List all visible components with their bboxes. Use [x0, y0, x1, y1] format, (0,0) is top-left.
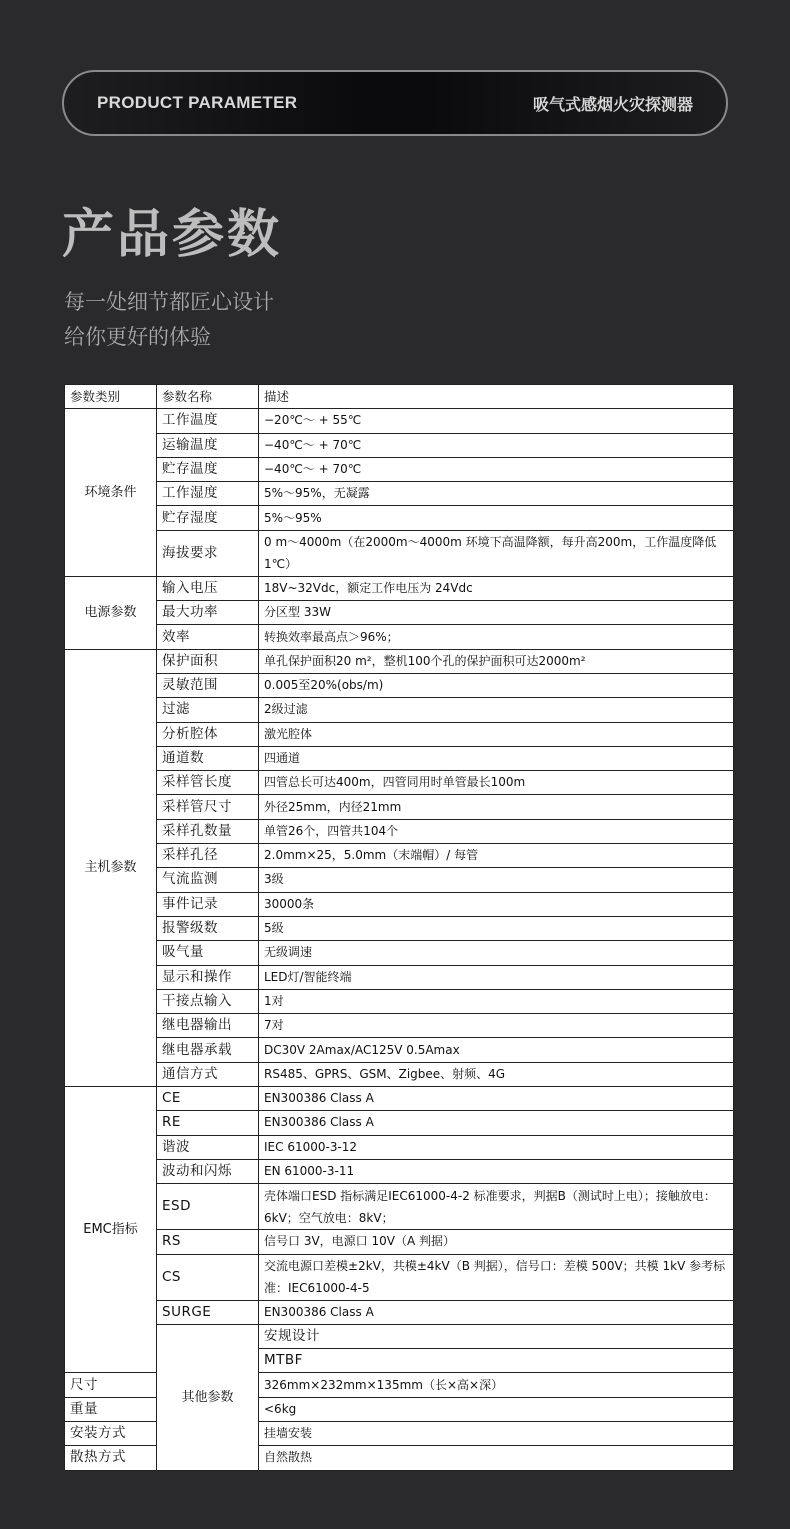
table-row	[65, 1062, 734, 1086]
param-name: 事件记录	[157, 892, 259, 916]
param-name: 散热方式	[65, 1446, 157, 1470]
param-name: 波动和闪烁	[157, 1159, 259, 1183]
param-name: 继电器输出	[157, 1014, 259, 1038]
param-desc: −40℃～ + 70℃	[259, 457, 734, 481]
param-name: 采样孔径	[157, 844, 259, 868]
table-row	[65, 868, 734, 892]
param-name: 气流监测	[157, 868, 259, 892]
table-row	[65, 625, 734, 649]
param-desc: −20℃～ + 55℃	[259, 409, 734, 433]
param-name: 谐波	[157, 1135, 259, 1159]
param-name: 安装方式	[65, 1421, 157, 1445]
category-host: 主机参数	[65, 649, 157, 1086]
table-row	[65, 576, 734, 600]
param-name: 干接点输入	[157, 989, 259, 1013]
param-desc: 挂墙安装	[259, 1421, 734, 1445]
param-desc: IEC 61000-3-12	[259, 1135, 734, 1159]
param-name: 重量	[65, 1397, 157, 1421]
param-name: 通道数	[157, 746, 259, 770]
param-name: 输入电压	[157, 576, 259, 600]
table-row	[65, 1300, 734, 1324]
table-row	[65, 1038, 734, 1062]
category-other: 其他参数	[157, 1324, 259, 1470]
param-desc: 单孔保护面积20 m²，整机100个孔的保护面积可达2000m²	[259, 649, 734, 673]
param-name: 海拔要求	[157, 530, 259, 576]
param-desc: 单管26个，四管共104个	[259, 819, 734, 843]
param-name: 工作湿度	[157, 482, 259, 506]
param-desc: 18V~32Vdc，额定工作电压为 24Vdc	[259, 576, 734, 600]
category-environment: 环境条件	[65, 409, 157, 576]
param-name: 灵敏范围	[157, 673, 259, 697]
param-desc: 0 m～4000m（在2000m～4000m 环境下高温降额，每升高200m，工作温度降低1℃）	[259, 530, 734, 576]
banner-product-name: 吸气式感烟火灾探测器	[532, 95, 693, 114]
param-desc: 信号口 3V，电源口 10V（A 判据）	[259, 1230, 734, 1254]
param-name: 报警级数	[157, 916, 259, 940]
table-row	[65, 698, 734, 722]
param-desc: EN 61000-3-11	[259, 1159, 734, 1183]
param-name: 通信方式	[157, 1062, 259, 1086]
param-name: 贮存湿度	[157, 506, 259, 530]
table-row	[65, 795, 734, 819]
param-name: 贮存温度	[157, 457, 259, 481]
param-name: CS	[157, 1254, 259, 1300]
param-name: SURGE	[157, 1300, 259, 1324]
param-name: MTBF	[259, 1349, 734, 1373]
table-row	[65, 819, 734, 843]
param-desc: EN300386 Class A	[259, 1087, 734, 1111]
param-desc: <6kg	[259, 1397, 734, 1421]
param-desc: 壳体端口ESD 指标满足IEC61000-4-2 标准要求，判据B（测试时上电）；接触放电：6kV；空气放电：8kV；	[259, 1184, 734, 1230]
header-description: 描述	[259, 385, 734, 409]
param-desc: 5%～95%，无凝露	[259, 482, 734, 506]
table-row	[65, 1324, 734, 1348]
table-row	[65, 746, 734, 770]
param-name: 工作温度	[157, 409, 259, 433]
table-row	[65, 409, 734, 433]
header-banner	[62, 70, 728, 136]
param-desc: 7对	[259, 1014, 734, 1038]
table-row	[65, 916, 734, 940]
param-desc: RS485、GPRS、GSM、Zigbee、射频、4G	[259, 1062, 734, 1086]
table-row	[65, 433, 734, 457]
param-desc: 5级	[259, 916, 734, 940]
header-category: 参数类别	[65, 385, 157, 409]
param-desc: 2.0mm×25，5.0mm（末端帽）/ 每管	[259, 844, 734, 868]
table-row	[65, 965, 734, 989]
param-name: 吸气量	[157, 941, 259, 965]
param-name: ESD	[157, 1184, 259, 1230]
table-row	[65, 1184, 734, 1230]
table-row	[65, 1111, 734, 1135]
param-desc: 0.005至20%(obs/m)	[259, 673, 734, 697]
parameter-table	[64, 384, 734, 1471]
table-row	[65, 1230, 734, 1254]
table-row	[65, 844, 734, 868]
category-emc: EMC指标	[65, 1087, 157, 1373]
param-desc: 四管总长可达400m，四管同用时单管最长100m	[259, 771, 734, 795]
table-row	[65, 601, 734, 625]
param-desc: 30000条	[259, 892, 734, 916]
param-desc: 1对	[259, 989, 734, 1013]
table-row	[65, 1014, 734, 1038]
table-row	[65, 771, 734, 795]
param-desc: 2级过滤	[259, 698, 734, 722]
param-name: 运输温度	[157, 433, 259, 457]
param-desc: DC30V 2Amax/AC125V 0.5Amax	[259, 1038, 734, 1062]
banner-title-en: PRODUCT PARAMETER	[97, 93, 298, 112]
param-name: 过滤	[157, 698, 259, 722]
table-row	[65, 530, 734, 576]
param-desc: 326mm×232mm×135mm（长×高×深）	[259, 1373, 734, 1397]
table-row	[65, 482, 734, 506]
param-desc: 交流电源口差模±2kV，共模±4kV（B 判据），信号口：差模 500V；共模 1kV 参考标准：IEC61000-4-5	[259, 1254, 734, 1300]
category-power: 电源参数	[65, 576, 157, 649]
param-desc: EN300386 Class A	[259, 1300, 734, 1324]
param-desc: 激光腔体	[259, 722, 734, 746]
param-desc: 5%～95%	[259, 506, 734, 530]
param-name: RE	[157, 1111, 259, 1135]
param-desc: 外径25mm，内径21mm	[259, 795, 734, 819]
table-row	[65, 722, 734, 746]
table-row	[65, 649, 734, 673]
subtitle-line-2: 给你更好的体验	[64, 325, 211, 349]
table-row	[65, 892, 734, 916]
table-row	[65, 673, 734, 697]
table-row	[65, 506, 734, 530]
subtitle-line-1: 每一处细节都匠心设计	[64, 290, 274, 314]
page-title: 产品参数	[62, 205, 283, 265]
table-row	[65, 1254, 734, 1300]
param-desc: EN300386 Class A	[259, 1111, 734, 1135]
param-name: 最大功率	[157, 601, 259, 625]
param-name: 分析腔体	[157, 722, 259, 746]
table-row	[65, 1159, 734, 1183]
param-desc: 自然散热	[259, 1446, 734, 1470]
param-desc: 转换效率最高点＞96%；	[259, 625, 734, 649]
param-name: 保护面积	[157, 649, 259, 673]
param-name: 效率	[157, 625, 259, 649]
param-name: 尺寸	[65, 1373, 157, 1397]
table-row	[65, 1087, 734, 1111]
table-row	[65, 1135, 734, 1159]
table-row	[65, 941, 734, 965]
param-desc: 无级调速	[259, 941, 734, 965]
param-desc: 四通道	[259, 746, 734, 770]
table-header-row	[65, 385, 734, 409]
param-name: 继电器承载	[157, 1038, 259, 1062]
param-name: 安规设计	[259, 1324, 734, 1348]
param-desc: LED灯/智能终端	[259, 965, 734, 989]
param-name: 显示和操作	[157, 965, 259, 989]
param-desc: 分区型 33W	[259, 601, 734, 625]
param-desc: −40℃～ + 70℃	[259, 433, 734, 457]
param-desc: 3级	[259, 868, 734, 892]
param-name: CE	[157, 1087, 259, 1111]
param-name: 采样孔数量	[157, 819, 259, 843]
param-name: RS	[157, 1230, 259, 1254]
param-name: 采样管尺寸	[157, 795, 259, 819]
table-row	[65, 457, 734, 481]
header-name: 参数名称	[157, 385, 259, 409]
param-name: 采样管长度	[157, 771, 259, 795]
table-row	[65, 989, 734, 1013]
